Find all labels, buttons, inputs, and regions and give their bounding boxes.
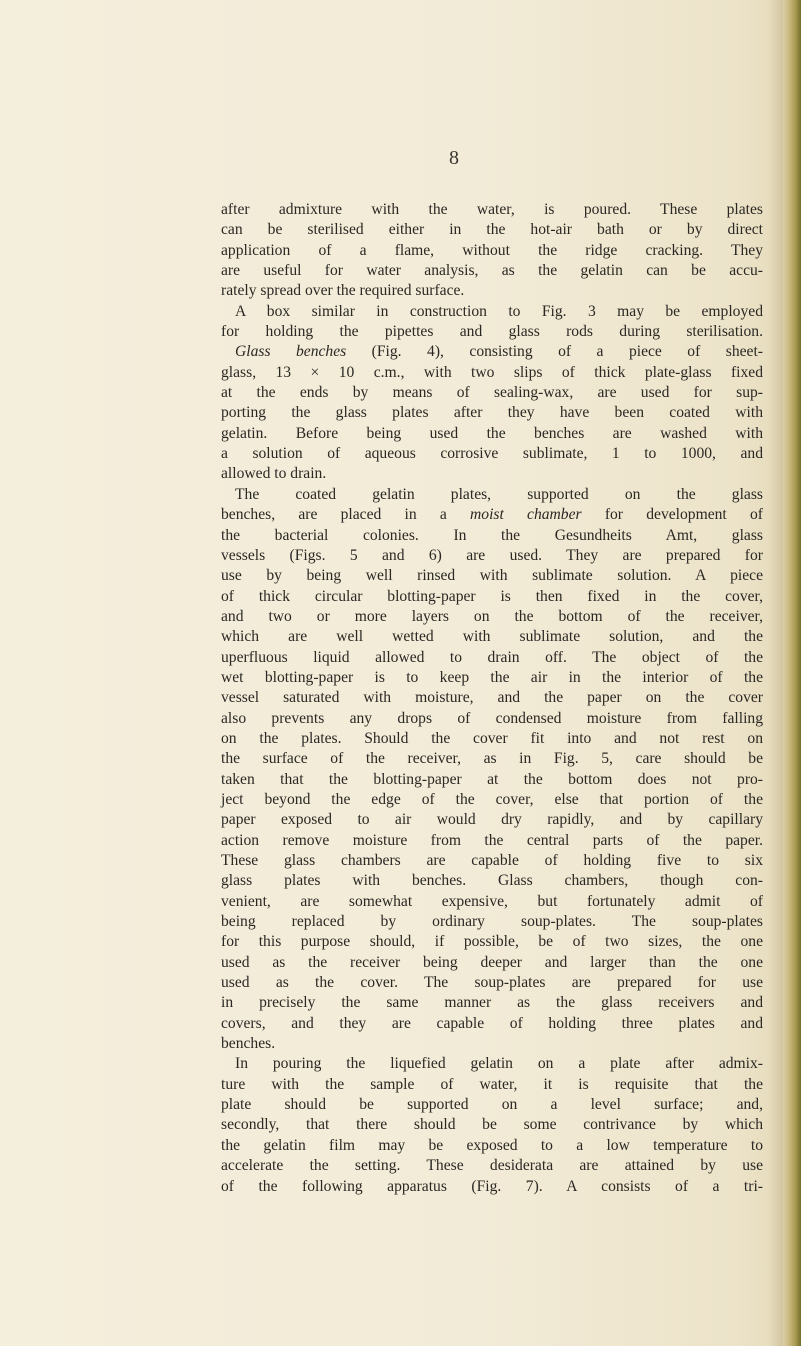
text-line: secondly, that there should be some contrivance by which [221,1116,763,1134]
text-line: rately spread over the required surface. [221,282,465,300]
page-number: 8 [449,147,459,169]
text-line: can be sterilised either in the hot-air bath or by direct [221,221,763,239]
text-line: application of a flame, without the ridge cracking. They [221,241,763,259]
text-line: in precisely the same manner as the glass receivers and [221,994,763,1012]
text-line: plate should be supported on a level surface; and, [221,1096,763,1114]
text-line: and two or more layers on the bottom of the receiver, [221,607,763,625]
text-line: taken that the blotting-paper at the bottom does not pro- [221,770,763,788]
body-text [221,200,763,1197]
text-line: accelerate the setting. These desiderata are attained by use [221,1157,763,1175]
text-line: ject beyond the edge of the cover, else that portion of the [221,790,763,808]
text-line: being replaced by ordinary soup-plates. The soup-plates [221,913,763,931]
text-line: use by being well rinsed with sublimate solution. A piece [221,567,763,585]
text-line: a solution of aqueous corrosive sublimate, 1 to 1000, and [221,445,763,463]
text-line: the bacterial colonies. In the Gesundheits Amt, glass [221,526,763,544]
text-line: porting the glass plates after they have been coated with [221,404,763,422]
book-binding-edge [783,0,801,1346]
text-line: action remove moisture from the central parts of the paper. [221,831,763,849]
text-line: venient, are somewhat expensive, but fortunately admit of [221,892,763,910]
text-line: on the plates. Should the cover fit into and not rest on [221,729,763,747]
text-line: for this purpose should, if possible, be of two sizes, the one [221,933,763,951]
text-line: glass, 13 × 10 c.m., with two slips of thick plate-glass fixed [221,363,763,381]
text-line: after admixture with the water, is poured. These plates [221,201,763,218]
text-line: The coated gelatin plates, supported on the glass [235,485,763,503]
text-line: uperfluous liquid allowed to drain off. The object of the [221,648,763,666]
text-line: A box similar in construction to Fig. 3 may be employed [235,302,763,320]
text-line: covers, and they are capable of holding three plates and [221,1014,763,1032]
text-line: the surface of the receiver, as in Fig. 5, care should be [221,750,763,768]
text-line: also prevents any drops of condensed moisture from falling [221,709,763,727]
text-line: the gelatin film may be exposed to a low temperature to [221,1136,763,1154]
text-line: benches. [221,1035,276,1053]
text-line: gelatin. Before being used the benches are washed with [221,424,763,442]
binding-shadow [769,0,783,1346]
text-line: for holding the pipettes and glass rods during sterilisation. [221,323,763,341]
text-line: glass plates with benches. Glass chambers, though con- [221,872,763,890]
text-line: vessel saturated with moisture, and the paper on the cover [221,689,763,707]
text-line: used as the receiver being deeper and larger than the one [221,953,763,971]
text-line: of thick circular blotting-paper is then fixed in the cover, [221,587,763,605]
text-line: Glass benches (Fig. 4), consisting of a piece of sheet- [235,343,763,361]
text-line: These glass chambers are capable of holding five to six [221,852,763,869]
text-line: at the ends by means of sealing-wax, are used for sup- [221,384,763,402]
text-line: are useful for water analysis, as the gelatin can be accu- [221,262,763,280]
text-line: ture with the sample of water, it is requisite that the [221,1075,763,1093]
text-line: benches, are placed in a moist chamber for development of [221,506,763,524]
text-line: used as the cover. The soup-plates are prepared for use [221,974,763,992]
text-line: which are well wetted with sublimate solution, and the [221,628,763,646]
text-line: vessels (Figs. 5 and 6) are used. They are prepared for [221,546,763,564]
text-line: paper exposed to air would dry rapidly, and by capillary [221,811,763,829]
text-line: allowed to drain. [221,465,327,483]
text-line: of the following apparatus (Fig. 7). A consists of a tri- [221,1177,763,1195]
text-line: wet blotting-paper is to keep the air in the interior of the [221,668,763,686]
text-line: In pouring the liquefied gelatin on a plate after admix- [235,1055,763,1073]
